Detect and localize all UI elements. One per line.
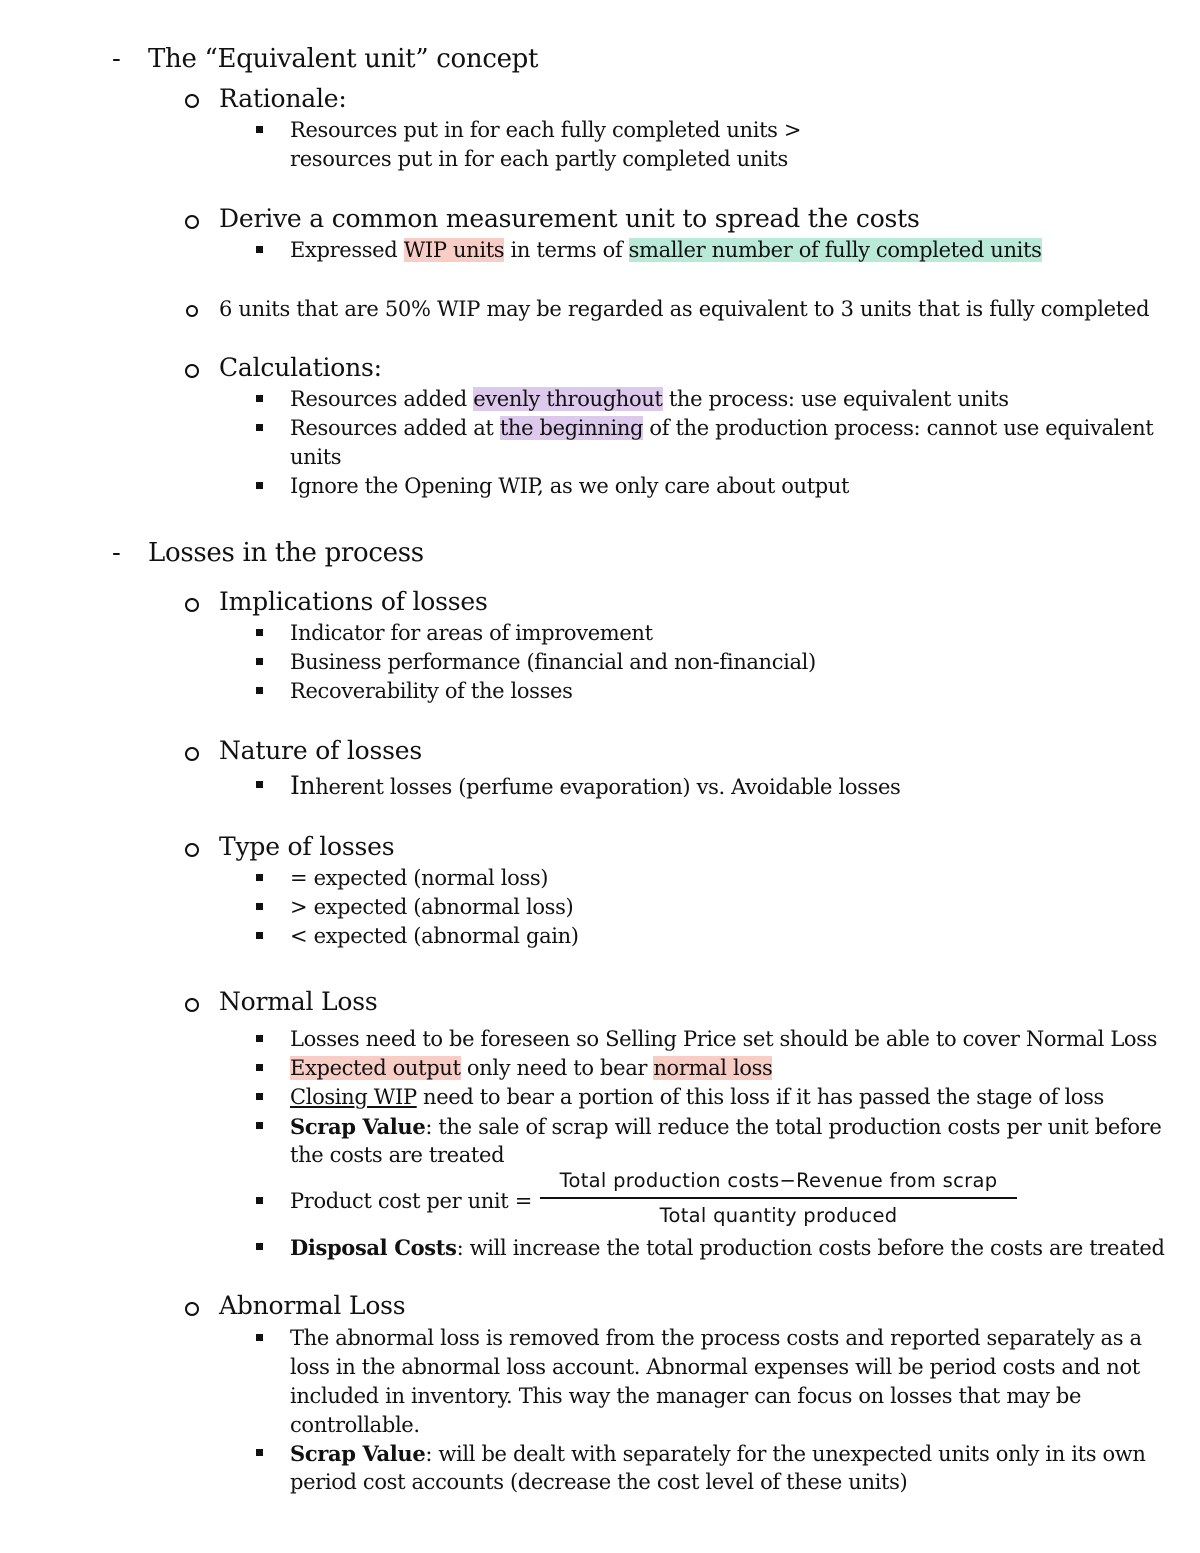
calc-bullet-2: Resources added at the beginning of the production process: cannot use equivalent bbox=[290, 416, 1154, 440]
highlight-normal-loss: normal loss bbox=[653, 1056, 773, 1080]
implications-bullet-3: Recoverability of the losses bbox=[290, 679, 573, 703]
type-bullet-2: > expected (abnormal loss) bbox=[290, 895, 574, 919]
type-bullet-1: = expected (normal loss) bbox=[290, 866, 549, 890]
normal-bullet-6: Disposal Costs: will increase the total production costs before the costs are treated bbox=[290, 1235, 1165, 1260]
bullet-dash: - bbox=[112, 44, 121, 74]
implications-bullet-1: Indicator for areas of improvement bbox=[290, 621, 653, 645]
square-bullet bbox=[256, 126, 263, 133]
square-bullet bbox=[256, 424, 263, 431]
square-bullet bbox=[256, 1122, 263, 1129]
highlight-evenly: evenly throughout bbox=[473, 387, 663, 411]
bullet-dash: - bbox=[112, 538, 121, 568]
heading-normal-loss: Normal Loss bbox=[219, 987, 378, 1016]
square-bullet bbox=[256, 1197, 263, 1204]
square-bullet bbox=[256, 1449, 263, 1456]
square-bullet bbox=[256, 874, 263, 881]
heading-rationale: Rationale: bbox=[219, 84, 347, 113]
type-bullet-3: < expected (abnormal gain) bbox=[290, 924, 579, 948]
heading-implications: Implications of losses bbox=[219, 587, 488, 616]
square-bullet bbox=[256, 1334, 263, 1341]
abnormal-bullet-2: Scrap Value: will be dealt with separately for the unexpected units only in its own bbox=[290, 1441, 1146, 1466]
derive-bullet: Expressed WIP units in terms of smaller number of fully completed units bbox=[290, 238, 1042, 262]
implications-bullet-2: Business performance (financial and non-financial) bbox=[290, 650, 816, 674]
circle-bullet bbox=[185, 747, 199, 761]
square-bullet bbox=[256, 395, 263, 402]
normal-bullet-3: Closing WIP need to bear a portion of this loss if it has passed the stage of loss bbox=[290, 1085, 1104, 1109]
formula-label: Product cost per unit = bbox=[290, 1189, 532, 1213]
highlight-beginning: the beginning bbox=[499, 416, 644, 440]
circle-bullet bbox=[185, 364, 199, 378]
abnormal-bullet-1-line-4: controllable. bbox=[290, 1413, 420, 1437]
abnormal-bullet-1-line-1: The abnormal loss is removed from the process costs and reported separately as a bbox=[290, 1326, 1142, 1350]
heading-abnormal-loss: Abnormal Loss bbox=[219, 1291, 406, 1320]
square-bullet bbox=[256, 903, 263, 910]
highlight-wip-units: WIP units bbox=[403, 238, 505, 262]
circle-bullet bbox=[185, 215, 199, 229]
square-bullet bbox=[256, 482, 263, 489]
square-bullet bbox=[256, 658, 263, 665]
calc-bullet-3: Ignore the Opening WIP, as we only care about output bbox=[290, 474, 850, 498]
rationale-line-1: Resources put in for each fully completed units > bbox=[290, 118, 802, 142]
square-bullet bbox=[256, 932, 263, 939]
calc-bullet-1: Resources added evenly throughout the process: use equivalent units bbox=[290, 387, 1009, 411]
example-line: 6 units that are 50% WIP may be regarded as equivalent to 3 units that is fully completed bbox=[219, 297, 1150, 321]
abnormal-bullet-2-cont: period cost accounts (decrease the cost level of these units) bbox=[290, 1470, 908, 1494]
heading-nature: Nature of losses bbox=[219, 736, 423, 765]
formula-denominator: Total quantity produced bbox=[659, 1204, 898, 1227]
square-bullet bbox=[256, 1035, 263, 1042]
normal-bullet-4-cont: the costs are treated bbox=[290, 1143, 505, 1167]
circle-bullet bbox=[186, 305, 198, 317]
circle-bullet bbox=[185, 843, 199, 857]
square-bullet bbox=[256, 1093, 263, 1100]
normal-bullet-4: Scrap Value: the sale of scrap will reduce the total production costs per unit before bbox=[290, 1114, 1162, 1139]
rationale-line-2: resources put in for each partly completed units bbox=[290, 147, 788, 171]
section-title-equivalent-unit: The “Equivalent unit” concept bbox=[148, 44, 539, 74]
circle-bullet bbox=[185, 1302, 199, 1316]
normal-bullet-1: Losses need to be foreseen so Selling Price set should be able to cover Normal Loss bbox=[290, 1027, 1158, 1051]
highlight-expected-output: Expected output bbox=[290, 1056, 461, 1080]
abnormal-bullet-1-line-3: included in inventory. This way the manager can focus on losses that may be bbox=[290, 1384, 1082, 1408]
heading-type: Type of losses bbox=[219, 832, 395, 861]
square-bullet bbox=[256, 1243, 263, 1250]
square-bullet bbox=[256, 629, 263, 636]
heading-calculations: Calculations: bbox=[219, 353, 382, 382]
calc-bullet-2-cont: units bbox=[290, 445, 342, 469]
nature-bullet: Inherent losses (perfume evaporation) vs. Avoidable losses bbox=[290, 771, 901, 800]
section-title-losses: Losses in the process bbox=[148, 538, 424, 568]
circle-bullet bbox=[185, 998, 199, 1012]
heading-derive: Derive a common measurement unit to spread the costs bbox=[219, 204, 920, 233]
circle-bullet bbox=[185, 598, 199, 612]
square-bullet bbox=[256, 246, 263, 253]
square-bullet bbox=[256, 781, 263, 788]
formula-fraction-bar bbox=[540, 1197, 1017, 1199]
square-bullet bbox=[256, 687, 263, 694]
highlight-fully-completed: smaller number of fully completed units bbox=[628, 238, 1042, 262]
square-bullet bbox=[256, 1064, 263, 1071]
circle-bullet bbox=[185, 94, 199, 108]
normal-bullet-2: Expected output only need to bear normal loss bbox=[290, 1056, 773, 1080]
formula-numerator: Total production costs−Revenue from scrap bbox=[559, 1169, 998, 1192]
abnormal-bullet-1-line-2: loss in the abnormal loss account. Abnormal expenses will be period costs and not bbox=[290, 1355, 1140, 1379]
